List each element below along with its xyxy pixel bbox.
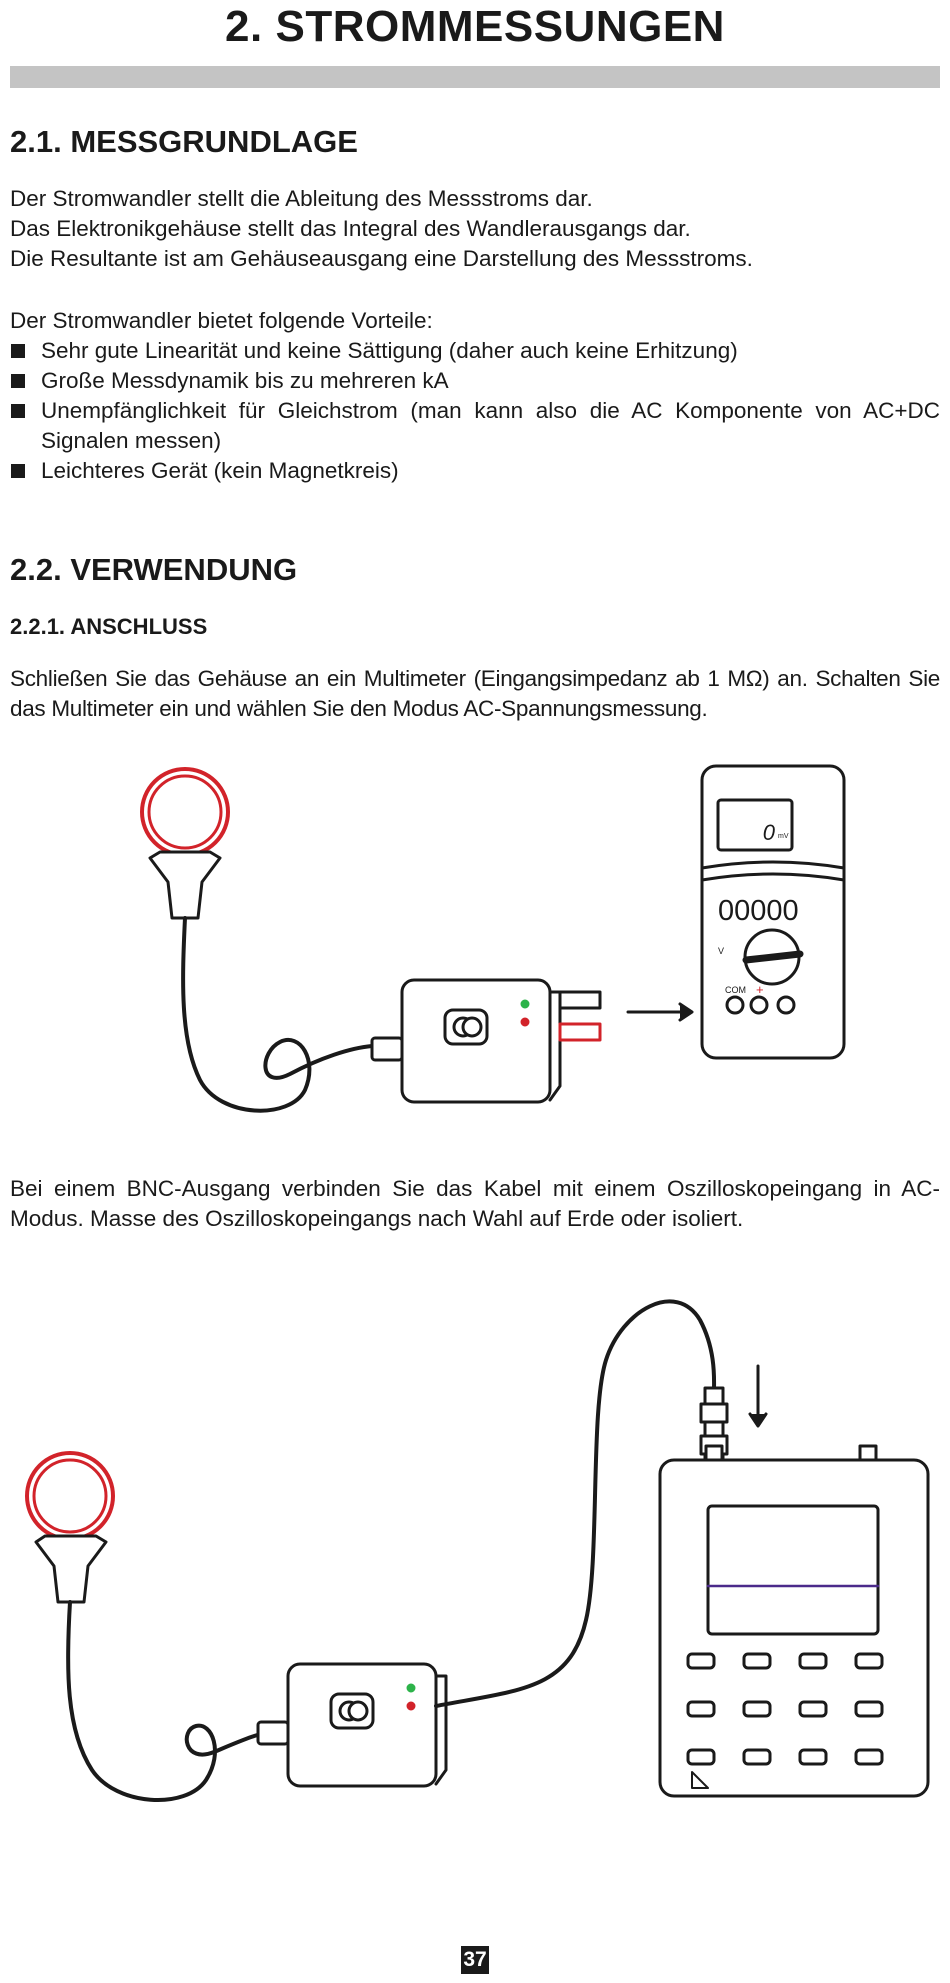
current-coil-icon xyxy=(27,1453,113,1602)
multimeter-plus-label: + xyxy=(756,982,764,997)
principle-text xyxy=(10,184,940,274)
principle-line: Das Elektronikgehäuse stellt das Integral des Wandlerausgangs dar. xyxy=(10,216,691,241)
oscilloscope-icon xyxy=(660,1446,928,1796)
principle-line: Der Stromwandler stellt die Ableitung des Messstroms dar. xyxy=(10,186,593,211)
title-rule xyxy=(10,66,940,88)
multimeter-selector-label: V xyxy=(718,946,725,956)
list-item: Sehr gute Linearität und keine Sättigung (daher auch keine Erhitzung) xyxy=(10,336,940,366)
list-item: Leichteres Gerät (kein Magnetkreis) xyxy=(10,456,940,486)
multimeter-com-label: COM xyxy=(725,985,746,995)
electronic-housing-icon xyxy=(372,980,600,1102)
multimeter-display-unit: mV xyxy=(778,833,789,840)
principle-line: Die Resultante ist am Gehäuseausgang eine Darstellung des Messstroms. xyxy=(10,246,753,271)
advantages-intro: Der Stromwandler bietet folgende Vorteile: xyxy=(10,308,433,333)
page-number: 37 xyxy=(461,1946,489,1974)
bnc-paragraph: Bei einem BNC-Ausgang verbinden Sie das Kabel mit einem Oszilloskopeingang in AC-Modus. Masse des Oszilloskopeingangs nach Wahl auf Erde oder isoliert. xyxy=(10,1176,940,1231)
multimeter-digits: 00000 xyxy=(718,895,799,927)
connection-paragraph: Schließen Sie das Gehäuse an ein Multimeter (Eingangsimpedanz ab 1 MΩ) an. Schalten Sie das Multimeter ein und wählen Sie den Modus AC-Spannungsmessung. xyxy=(10,666,940,721)
multimeter-display-value: 0 xyxy=(762,820,775,845)
arrow-right-icon xyxy=(628,1004,692,1020)
section-heading-verwendung: 2.2. VERWENDUNG xyxy=(10,552,298,587)
list-item: Große Messdynamik bis zu mehreren kA xyxy=(10,366,940,396)
section-heading-messgrundlage: 2.1. MESSGRUNDLAGE xyxy=(10,124,358,159)
current-coil-icon xyxy=(142,769,228,918)
multimeter-connection-illustration xyxy=(0,760,950,1140)
advantages-list xyxy=(10,336,940,486)
list-item: Unempfänglichkeit für Gleichstrom (man kann also die AC Komponente von AC+DC Signalen messen) xyxy=(10,396,940,456)
arrow-down-icon xyxy=(750,1366,766,1426)
subsection-heading-anschluss: 2.2.1. ANSCHLUSS xyxy=(10,614,208,639)
electronic-housing-icon xyxy=(258,1664,446,1786)
page-title: 2. STROMMESSUNGEN xyxy=(225,2,725,51)
oscilloscope-connection-illustration xyxy=(0,1270,950,1830)
